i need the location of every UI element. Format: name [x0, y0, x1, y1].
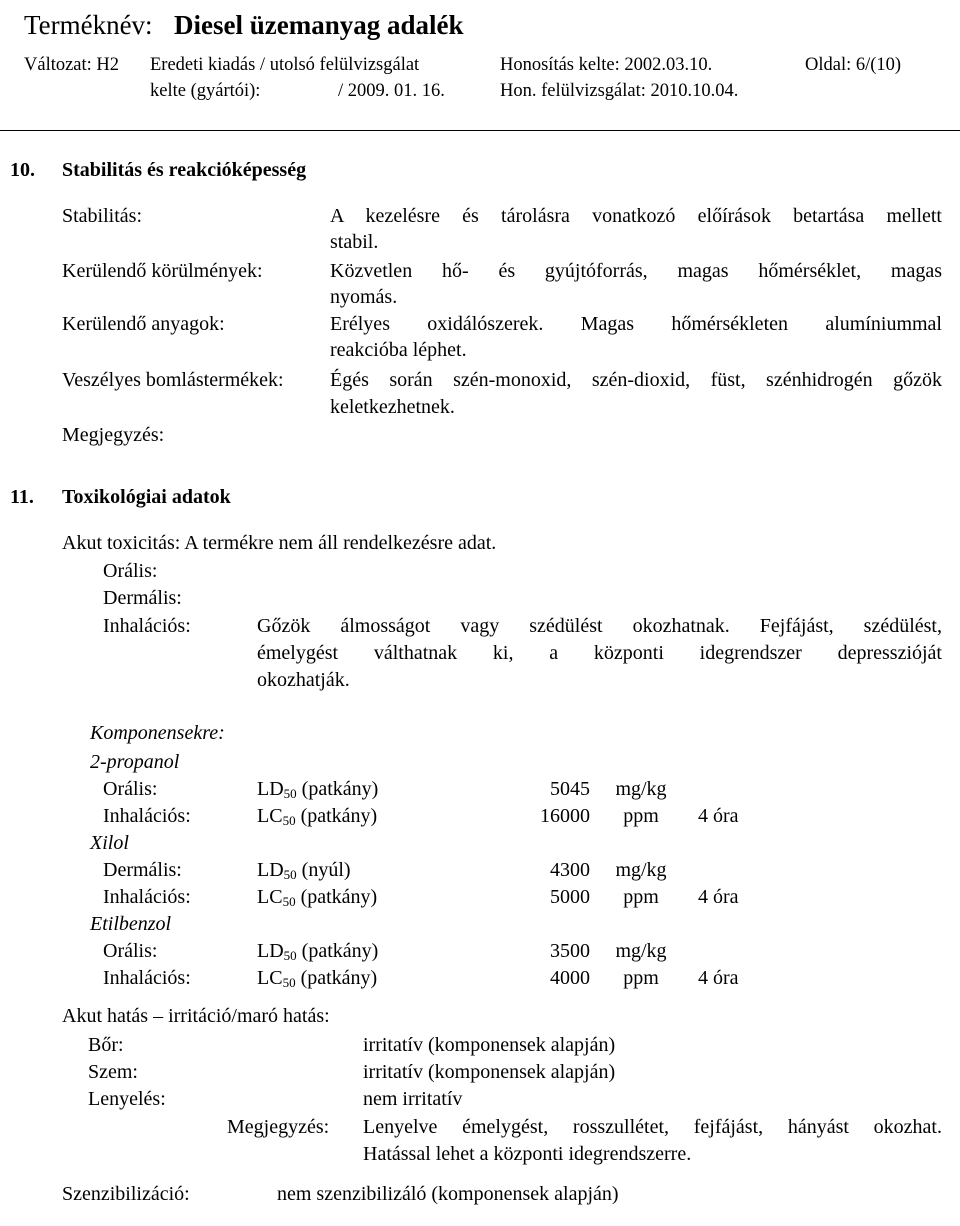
- test-subscript: 50: [283, 867, 297, 882]
- registration-date: Honosítás kelte: 2002.03.10.: [500, 55, 713, 75]
- review-date: Hon. felülvizsgálat: 2010.10.04.: [500, 81, 739, 101]
- component-unit: mg/kg: [615, 940, 667, 962]
- component-unit: mg/kg: [615, 859, 667, 881]
- component-test: [257, 859, 351, 883]
- product-label: Terméknév:: [24, 10, 153, 40]
- conditions-text-1: Közvetlen hő- és gyújtóforrás, magas hőmérséklet, magas: [330, 260, 942, 282]
- page-number: Oldal: 6/(10): [805, 55, 902, 75]
- component-value: 5000: [550, 886, 590, 908]
- inhalation-label: Inhalációs:: [103, 615, 191, 637]
- test-subscript: 50: [282, 975, 296, 990]
- ingestion-value: nem irritatív: [363, 1088, 463, 1110]
- skin-value: irritatív (komponensek alapján): [363, 1034, 616, 1056]
- inhalation-text-1: Gőzök álmosságot vagy szédülést okozhatnak. Fejfájást, szédülést,: [257, 615, 942, 637]
- component-time: 4 óra: [698, 967, 739, 989]
- component-test: [257, 778, 378, 802]
- sensitization-value: nem szenzibilizáló (komponensek alapján): [277, 1183, 619, 1205]
- irritation-note-label: Megjegyzés:: [227, 1116, 330, 1138]
- test-species: (patkány): [301, 778, 379, 800]
- component-route: Dermális:: [103, 859, 182, 881]
- component-route: Inhalációs:: [103, 886, 191, 908]
- test-species: (patkány): [300, 967, 378, 989]
- components-title: Komponensekre:: [90, 722, 225, 744]
- acute-toxicity: [62, 532, 496, 555]
- section11-number: 11.: [10, 486, 34, 508]
- product-header: [24, 10, 924, 44]
- stability-text-1: A kezelésre és tárolásra vonatkozó előírások betartása mellett: [330, 205, 942, 227]
- component-route: Inhalációs:: [103, 967, 191, 989]
- test-type: LD: [257, 778, 284, 800]
- edition-line2-left: kelte (gyártói):: [150, 81, 261, 101]
- materials-text-2: reakcióba léphet.: [330, 339, 467, 361]
- test-type: LC: [257, 967, 283, 989]
- section10-number: 10.: [10, 159, 35, 181]
- test-type: LC: [257, 805, 283, 827]
- component-test: [257, 886, 377, 910]
- test-subscript: 50: [283, 948, 297, 963]
- section10-note-label: Megjegyzés:: [62, 424, 165, 446]
- irritation-title: Akut hatás – irritáció/maró hatás:: [62, 1005, 330, 1027]
- irritation-note-2: Hatással lehet a központi idegrendszerre.: [363, 1143, 692, 1165]
- test-subscript: 50: [282, 894, 296, 909]
- irritation-note-1: Lenyelve émelygést, rosszullétet, fejfájást, hányást okozhat.: [363, 1116, 942, 1138]
- component-unit: mg/kg: [615, 778, 667, 800]
- component-time: 4 óra: [698, 805, 739, 827]
- test-subscript: 50: [283, 786, 297, 801]
- component-test: [257, 967, 377, 991]
- edition-line1: Eredeti kiadás / utolsó felülvizsgálat: [150, 55, 420, 75]
- test-type: LD: [257, 859, 284, 881]
- section11-title: Toxikológiai adatok: [62, 486, 231, 508]
- decomposition-text-1: Égés során szén-monoxid, szén-dioxid, füst, szénhidrogén gőzök: [330, 369, 942, 391]
- inhalation-text-3: okozhatják.: [257, 669, 350, 691]
- component-test: [257, 940, 378, 964]
- component-name: 2-propanol: [90, 751, 180, 773]
- decomposition-label: Veszélyes bomlástermékek:: [62, 369, 284, 391]
- sensitization-label: Szenzibilizáció:: [62, 1183, 190, 1205]
- component-time: 4 óra: [698, 886, 739, 908]
- eye-label: Szem:: [88, 1061, 138, 1083]
- test-species: (nyúl): [301, 859, 351, 881]
- component-value: 4000: [550, 967, 590, 989]
- test-type: LC: [257, 886, 283, 908]
- component-test: [257, 805, 377, 829]
- test-subscript: 50: [282, 813, 296, 828]
- eye-value: irritatív (komponensek alapján): [363, 1061, 616, 1083]
- component-value: 5045: [550, 778, 590, 800]
- test-species: (patkány): [301, 940, 379, 962]
- component-value: 16000: [540, 805, 590, 827]
- component-unit: ppm: [623, 805, 659, 827]
- acute-toxicity-text: A termékre nem áll rendelkezésre adat.: [184, 532, 497, 554]
- acute-toxicity-label: Akut toxicitás:: [62, 532, 181, 554]
- section10-title: Stabilitás és reakcióképesség: [62, 159, 307, 181]
- inhalation-text-2: émelygést válthatnak ki, a központi idegrendszer depresszióját: [257, 642, 942, 664]
- materials-text-1: Erélyes oxidálószerek. Magas hőmérsékleten alumíniummal: [330, 313, 942, 335]
- component-value: 3500: [550, 940, 590, 962]
- oral-label: Orális:: [103, 560, 158, 582]
- component-value: 4300: [550, 859, 590, 881]
- test-species: (patkány): [300, 886, 378, 908]
- conditions-label: Kerülendő körülmények:: [62, 260, 263, 282]
- dermal-label: Dermális:: [103, 587, 182, 609]
- component-unit: ppm: [623, 967, 659, 989]
- component-unit: ppm: [623, 886, 659, 908]
- component-name: Etilbenzol: [90, 913, 172, 935]
- conditions-text-2: nyomás.: [330, 286, 398, 308]
- header-divider: [0, 130, 960, 131]
- test-species: (patkány): [300, 805, 378, 827]
- ingestion-label: Lenyelés:: [88, 1088, 166, 1110]
- skin-label: Bőr:: [88, 1034, 124, 1056]
- component-route: Inhalációs:: [103, 805, 191, 827]
- component-route: Orális:: [103, 940, 158, 962]
- version: Változat: H2: [24, 55, 120, 75]
- test-type: LD: [257, 940, 284, 962]
- component-route: Orális:: [103, 778, 158, 800]
- component-name: Xilol: [90, 832, 129, 854]
- decomposition-text-2: keletkezhetnek.: [330, 396, 455, 418]
- stability-label: Stabilitás:: [62, 205, 142, 227]
- stability-text-2: stabil.: [330, 231, 379, 253]
- materials-label: Kerülendő anyagok:: [62, 313, 225, 335]
- product-name: Diesel üzemanyag adalék: [174, 10, 464, 40]
- edition-line2-right: / 2009. 01. 16.: [338, 81, 445, 101]
